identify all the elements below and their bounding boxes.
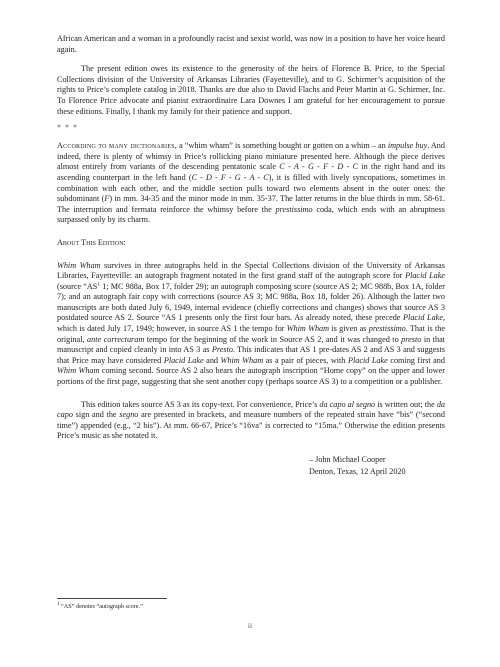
paragraph-whim-wham-description: According to many dictionaries, a “whim wham” is something bought or gotten on a whim – an impulse buy. And indeed, there is plenty of whimsy in Price’s rollicking piano miniature presented here. Although the piece derives almost entirely from variants of the descending pentatonic scale C - A - G - F - D - C in the right hand and its ascending counterpart in the left hand (C - D - F - G - A - C), it is filled with lively syncopations, sometimes in combination with each other, and the middle section pulls toward two elements absent in the outer ones: the subdominant (F) in mm. 34-35 and the minor mode in mm. 35-37. The latter returns in the blue thirds in mm. 58-61. The interruption and fermata reinforce the whimsy before the prestissimo coda, which ends with an abruptness surpassed only by its charm. xyxy=(57,141,446,225)
footnote-text: “AS” denotes “autograph score.” xyxy=(59,603,143,610)
footnote xyxy=(57,603,143,610)
footnote-reference[interactable]: 1 xyxy=(97,280,101,287)
signature-place-date: Denton, Texas, 12 April 2020 xyxy=(309,467,406,476)
page-body xyxy=(57,34,445,478)
page-number: ii xyxy=(247,621,253,630)
paragraph-intro-continuation: African American and a woman in a profoundly racist and sexist world, was now in a position to have her voice heard again. xyxy=(57,34,445,54)
signature-block xyxy=(309,454,445,478)
signature-name: – John Michael Cooper xyxy=(309,455,386,464)
section-divider: * * * xyxy=(57,123,78,133)
paragraph-editorial-method: This edition takes source AS 3 as its copy-text. For convenience, Price’s da capo al segno is written out; the da capo sign and the segno are presented in brackets, and measure numbers of the repeated strain have “bis” (“second time”) appended (e.g., “2 bis”). At mm. 66-67, Price’s “16va” is corrected to “15ma.” Otherwise the edition presents Price’s music as she notated it. xyxy=(57,399,445,441)
footnote-divider xyxy=(57,598,167,599)
lead-in-smallcaps: According to many dictionaries, xyxy=(57,141,178,151)
paragraph-acknowledgements: The present edition owes its existence to the generosity of the heirs of Florence B. Price, to the Special Collections division of the University of Arkansas Libraries (Fayetteville), and to G. Schirmer’s acquisition of the rights to Price’s complete catalog in 2018. Thanks are due also to David Flachs and Peter Martin at G. Schirmer, Inc. To Florence Price advocate and pianist extraordinaire Lara Downes I am grateful for her encouragement to pursue these editions. Finally, I thank my family for their patience and support. xyxy=(57,64,445,116)
paragraph-sources: Whim Wham survives in three autographs held in the Special Collections division of the University of Arkansas Libraries, Fayetteville: an autograph fragment notated in the first grand staff of the autograph score for Placid Lake (source “$AS^1$ 1; MC 988a, Box 17, folder 29); an autograph composing score (source AS 2; MC 988b, Box 1A, folder 7); and an autograph fair copy with corrections (source AS 3; MC 988a, Box 18, folder 26). Although the latter two manuscripts are both dated July 6, 1949, internal evidence (chiefly corrections and changes) shows that source AS 3 postdated source AS 2. Source “AS 1 presents only the first four bars. As already noted, these precede Placid Lake, which is dated July 17, 1949; however, in source AS 1 the tempo for Whim Wham is given as prestissimo. That is the original, ante correcturam tempo for the beginning of the work in Source AS 2, and it was changed to presto in that manuscript and copied cleanly in into AS 3 as Presto. This indicates that AS 1 pre-dates AS 2 and AS 3 and suggests that Price may have considered Placid Lake and Whim Wham as a pair of pieces, with Placid Lake coming first and Whim Wham coming second. Source AS 2 also bears the autograph inscription “Home copy” on the upper and lower portions of the first page, suggesting that she sent another copy (perhaps source AS 3) to a competition or a publisher. xyxy=(57,260,446,387)
section-heading-about-edition: About This Edition: xyxy=(57,237,126,247)
footnote-mark: 1 xyxy=(57,601,60,607)
